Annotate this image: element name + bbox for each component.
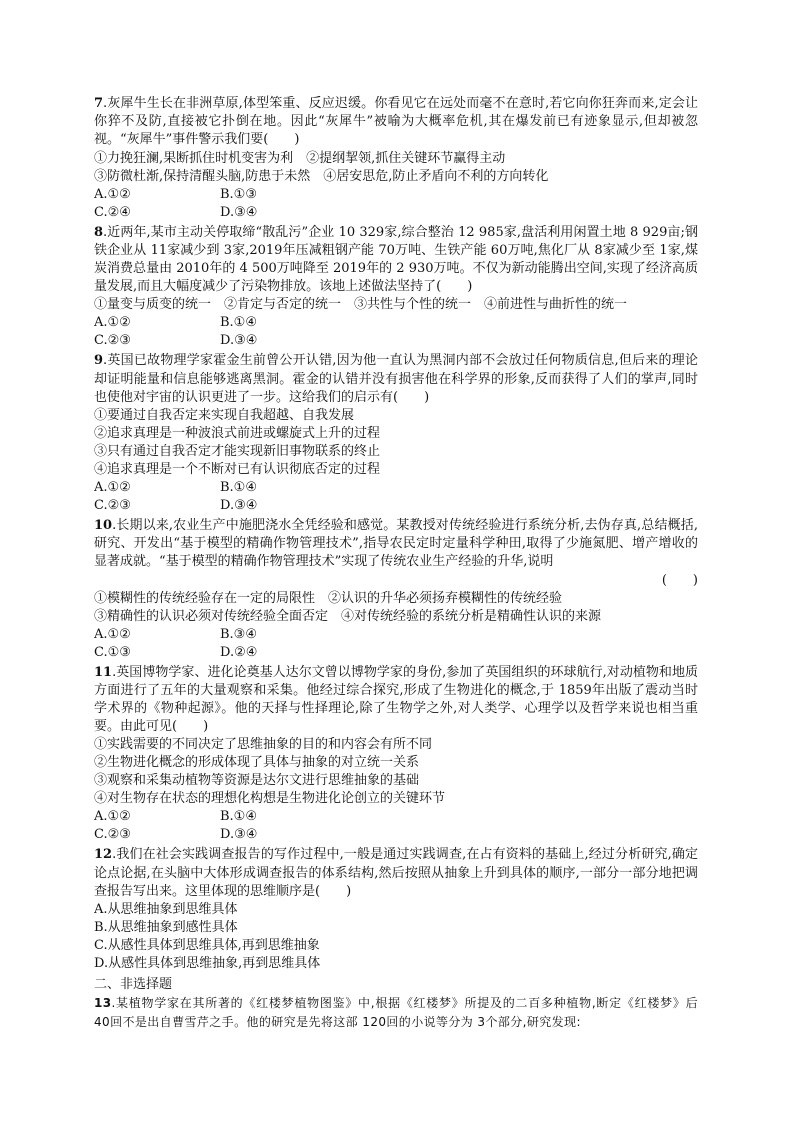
answer-choices bbox=[94, 826, 698, 844]
question-number: 10 bbox=[94, 518, 113, 534]
choice-c: C.②④ bbox=[94, 204, 131, 220]
choice-d: D.③④ bbox=[220, 333, 258, 349]
answer-choices bbox=[94, 497, 698, 515]
answer-choices bbox=[94, 808, 698, 826]
question-number: 11 bbox=[94, 664, 113, 680]
choice-b: B.①④ bbox=[220, 480, 257, 496]
question-10 bbox=[94, 517, 698, 662]
question-stem: 12.我们在社会实践调查报告的写作过程中,一般是通过实践调查,在占有资料的基础上,经过分析研究,确定论点论据,在头脑中大体形成调查报告的体系结构,然后按照从抽象上升到具体的顺序,一部分一部分地把调查报告写出来。这里体现的思维顺序是( ) bbox=[94, 847, 698, 899]
option-line: ①模糊性的传统经验存在一定的局限性 ②认识的升华必须扬弃模糊性的传统经验 bbox=[94, 590, 563, 606]
question-number: 8 bbox=[94, 224, 104, 240]
choice-a: A.从思维抽象到思维具体 bbox=[94, 902, 238, 918]
option-line: ④追求真理是一个不断对已有认识彻底否定的过程 bbox=[94, 462, 381, 478]
answer-choices bbox=[94, 626, 698, 644]
option-line: ③精确性的认识必须对传统经验全面否定 ④对传统经验的系统分析是精确性认识的来源 bbox=[94, 608, 602, 624]
choice-c: C.②③ bbox=[94, 827, 131, 843]
question-13 bbox=[94, 994, 698, 1032]
option-line: ①力挽狂澜,果断抓住时机变害为利 ②提纲挈领,抓住关键环节赢得主动 bbox=[94, 150, 506, 166]
option-line: ①量变与质变的统一 ②肯定与否定的统一 ③共性与个性的统一 ④前进性与曲折性的统一 bbox=[94, 297, 628, 313]
section-title: 二、非选择题 bbox=[94, 977, 173, 993]
answer-choices bbox=[94, 644, 698, 662]
choice-a: A.①② bbox=[94, 186, 131, 202]
question-12 bbox=[94, 846, 698, 973]
answer-choices bbox=[94, 186, 698, 204]
option-line: ③只有通过自我否定才能实现新旧事物联系的终止 bbox=[94, 444, 381, 460]
choice-c: C.①③ bbox=[94, 644, 131, 660]
choice-a: A.①② bbox=[94, 809, 131, 825]
choice-d: D.③④ bbox=[220, 498, 258, 514]
choice-d: D.②④ bbox=[220, 644, 258, 660]
choice-a: A.①② bbox=[94, 626, 131, 642]
choice-b: B.从思维抽象到感性具体 bbox=[94, 920, 238, 936]
question-7 bbox=[94, 95, 698, 222]
answer-paren: ( ) bbox=[661, 572, 698, 588]
choice-a: A.①② bbox=[94, 315, 131, 331]
choice-c: C.②③ bbox=[94, 498, 131, 514]
question-stem: 9.英国已故物理学家霍金生前曾公开认错,因为他一直认为黑洞内部不会放过任何物质信息,但后来的理论却证明能量和信息能够逃离黑洞。霍金的认错并没有损害他在科学界的形象,反而获得了人们的掌声,同时也使他对宇宙的认识更进了一步。这给我们的启示有( ) bbox=[94, 353, 698, 405]
question-8 bbox=[94, 224, 698, 351]
question-number: 12 bbox=[94, 847, 113, 863]
choice-b: B.①③ bbox=[220, 186, 257, 202]
choice-b: B.③④ bbox=[220, 626, 257, 642]
question-stem: 11.英国博物学家、进化论奠基人达尔文曾以博物学家的身份,参加了英国组织的环球航行,对动植物和地质方面进行了五年的大量观察和采集。他经过综合探究,形成了生物进化的概念,于 1859年出版了震动当时学术界的《物种起源》。他的天择与性择理论,除了生物学之外,对人类学、心理学以及哲学来说也相当重要。由此可见( ) bbox=[94, 664, 698, 735]
option-line: ③观察和采集动植物等资源是达尔文进行思维抽象的基础 bbox=[94, 773, 420, 789]
question-11 bbox=[94, 664, 698, 845]
choice-b: B.①④ bbox=[220, 809, 257, 825]
question-number: 13 bbox=[94, 996, 112, 1011]
question-stem: 10.长期以来,农业生产中施肥浇水全凭经验和感觉。某教授对传统经验进行系统分析,去伪存真,总结概括,研究、开发出“基于模型的精确作物管理技术”,指导农民定时定量科学种田,取得了少施氮肥、增产增收的显著成就。“基于模型的精确作物管理技术”实现了传统农业生产经验的升华,说明 bbox=[94, 518, 698, 570]
option-line: ②生物进化概念的形成体现了具体与抽象的对立统一关系 bbox=[94, 755, 420, 771]
choice-d: D.③④ bbox=[220, 204, 258, 220]
question-9 bbox=[94, 352, 698, 515]
answer-choices bbox=[94, 314, 698, 332]
question-stem: 7.灰犀牛生长在非洲草原,体型笨重、反应迟缓。你看见它在远处而毫不在意时,若它向你狂奔而来,定会让你猝不及防,直接被它扑倒在地。因此“灰犀牛”被喻为大概率危机,其在爆发前已有迹象显示,但却被忽视。“灰犀牛”事件警示我们要( ) bbox=[94, 96, 698, 148]
option-line: ④对生物存在状态的理想化构想是生物进化论创立的关键环节 bbox=[94, 791, 446, 807]
choice-a: A.①② bbox=[94, 480, 131, 496]
answer-choices bbox=[94, 204, 698, 222]
choice-d: D.从感性具体到思维抽象,再到思维具体 bbox=[94, 956, 321, 972]
question-number: 7 bbox=[94, 96, 104, 111]
option-line: ③防微杜渐,保持清醒头脑,防患于未然 ④居安思危,防止矛盾向不利的方向转化 bbox=[94, 168, 549, 184]
choice-c: C.②③ bbox=[94, 333, 131, 349]
choice-b: B.①④ bbox=[220, 315, 257, 331]
answer-choices bbox=[94, 332, 698, 350]
choice-c: C.从感性具体到思维具体,再到思维抽象 bbox=[94, 938, 320, 954]
option-line: ①要通过自我否定来实现自我超越、自我发展 bbox=[94, 408, 355, 424]
question-number: 9 bbox=[94, 353, 104, 369]
option-line: ②追求真理是一种波浪式前进或螺旋式上升的过程 bbox=[94, 426, 381, 442]
answer-choices bbox=[94, 479, 698, 497]
option-line: ①实践需要的不同决定了思维抽象的目的和内容会有所不同 bbox=[94, 737, 433, 753]
question-stem: 8.近两年,某市主动关停取缔“散乱污”企业 10 329家,综合整治 12 985家,盘活利用闲置土地 8 929亩;钢铁企业从 11家减少到 3家,2019年压减粗钢产能 70万吨、生铁产能 60万吨,焦化厂从 8家减少至 1家,煤炭消费总量由 2010年的 4 500万吨降至 2019年的 2 930万吨。不仅为新动能腾出空间,实现了经济高质量发展,而且大幅度减少了污染物排放。该地上述做法坚持了( ) bbox=[94, 224, 698, 295]
question-stem: .某植物学家在其所著的《红楼梦植物图鉴》中,根据《红楼梦》所提及的二百多种植物,断定《红楼梦》后 40回不是出自曹雪芹之手。他的研究是先将这部 120回的小说等分为 3个部分,研究发现: bbox=[94, 996, 698, 1030]
choice-d: D.③④ bbox=[220, 827, 258, 843]
exam-page bbox=[94, 95, 698, 1032]
